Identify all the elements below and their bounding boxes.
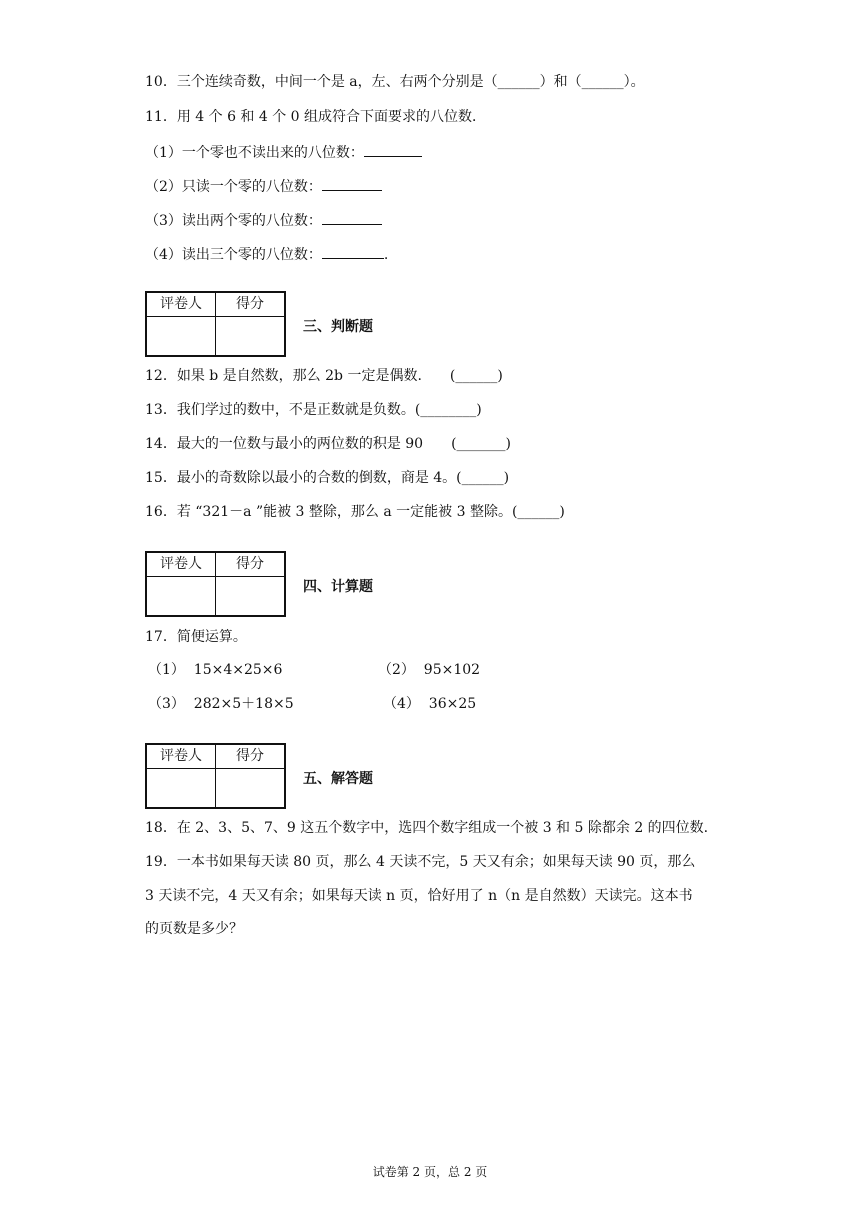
question-16: 16．若 “321－a ”能被 3 整除，那么 a 一定能被 3 整除。(______): [145, 504, 565, 520]
calc-item-1: （1） 15×4×25×6: [148, 662, 283, 678]
calc-item-3: （3） 282×5＋18×5: [148, 696, 294, 712]
item-label: （2）只读一个零的八位数：: [145, 179, 322, 195]
question-19-line-2: 3 天读不完，4 天又有余；如果每天读 n 页，恰好用了 n（n 是自然数）天读完。这本书: [145, 888, 693, 904]
answer-blank[interactable]: [322, 210, 382, 225]
item-label: （1）一个零也不读出来的八位数：: [145, 145, 364, 161]
score-table: [145, 551, 286, 617]
question-11-item-2: [145, 176, 382, 197]
section-title: 五、解答题: [303, 771, 373, 787]
score-table: [145, 743, 286, 809]
grader-cell[interactable]: [147, 769, 216, 807]
grader-cell[interactable]: [147, 577, 216, 615]
score-cell[interactable]: [216, 317, 284, 355]
page-footer: 试卷第 2 页，总 2 页: [372, 1165, 488, 1179]
grader-header: 评卷人: [147, 293, 216, 317]
score-header: 得分: [216, 745, 284, 769]
item-label: （3）读出两个零的八位数：: [145, 213, 322, 229]
calc-item-4: （4） 36×25: [383, 696, 477, 712]
question-19-line-3: 的页数是多少？: [145, 921, 243, 937]
score-header: 得分: [216, 553, 284, 577]
question-15: 15．最小的奇数除以最小的合数的倒数，商是 4。(______): [145, 470, 510, 486]
grader-header: 评卷人: [147, 553, 216, 577]
question-11-item-3: [145, 210, 382, 231]
answer-blank[interactable]: [364, 142, 422, 157]
grader-header: 评卷人: [147, 745, 216, 769]
question-17: 17．简便运算。: [145, 629, 247, 645]
question-14: 14．最大的一位数与最小的两位数的积是 90 (_______): [145, 436, 512, 452]
score-cell[interactable]: [216, 577, 284, 615]
question-18: 18．在 2、3、5、7、9 这五个数字中，选四个数字组成一个被 3 和 5 除都余 2 的四位数.: [145, 820, 709, 836]
question-11-item-4: [145, 244, 388, 265]
question-12: 12．如果 b 是自然数，那么 2b 一定是偶数. (______): [145, 368, 503, 384]
item-label: （4）读出三个零的八位数：: [145, 247, 322, 263]
section-title: 四、计算题: [303, 579, 373, 595]
item-suffix: .: [383, 247, 389, 263]
answer-blank[interactable]: [322, 244, 384, 259]
grader-cell[interactable]: [147, 317, 216, 355]
score-header: 得分: [216, 293, 284, 317]
question-11-stem: 11．用 4 个 6 和 4 个 0 组成符合下面要求的八位数．: [145, 109, 487, 125]
section-title: 三、判断题: [303, 319, 373, 335]
question-19-line-1: 19．一本书如果每天读 80 页，那么 4 天读不完，5 天又有余；如果每天读 90 页，那么: [145, 854, 696, 870]
question-10: 10．三个连续奇数，中间一个是 a，左、右两个分别是（______）和（______）。: [145, 74, 645, 90]
question-11-item-1: [145, 142, 422, 163]
question-13: 13．我们学过的数中，不是正数就是负数。(________): [145, 402, 482, 418]
score-cell[interactable]: [216, 769, 284, 807]
answer-blank[interactable]: [322, 176, 382, 191]
score-table: [145, 291, 286, 357]
calc-item-2: （2） 95×102: [378, 662, 481, 678]
